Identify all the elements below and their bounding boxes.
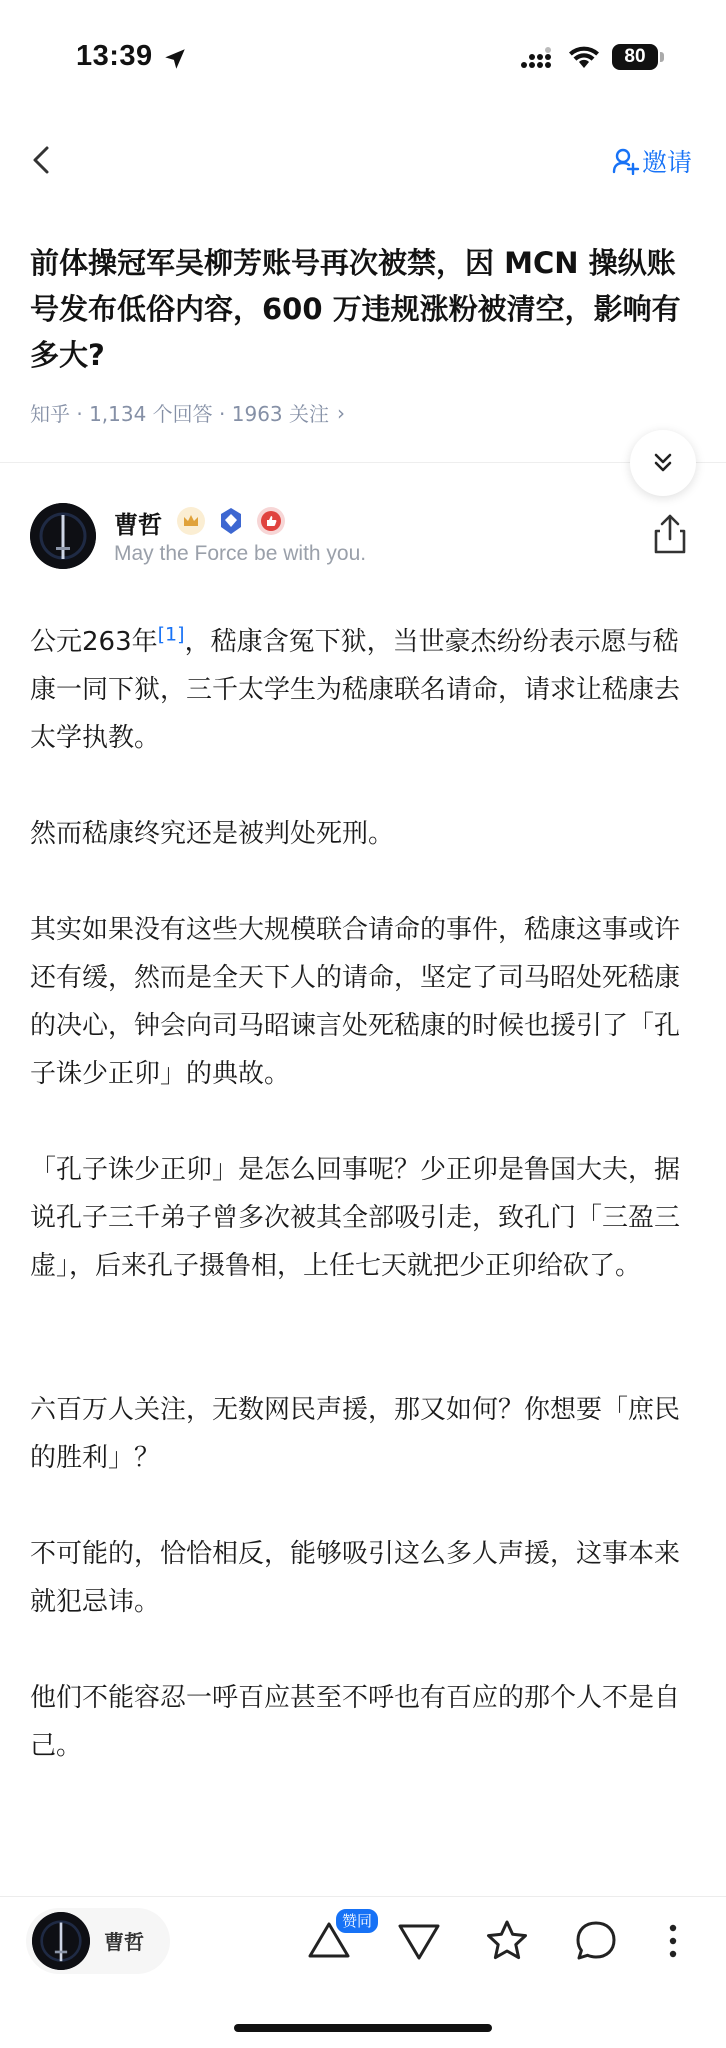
question-meta[interactable]: [30, 398, 345, 427]
answer-content: [30, 618, 694, 1770]
chevron-right-icon: ›: [337, 400, 346, 425]
location-arrow-icon: [162, 46, 188, 72]
question-meta-text: 知乎 · 1,134 个回答 · 1963 关注: [30, 402, 330, 426]
wifi-icon: [568, 44, 600, 70]
crown-badge-icon: [176, 506, 206, 536]
collapse-button[interactable]: [630, 430, 696, 496]
invite-label: 邀请: [642, 148, 693, 177]
invite-button[interactable]: [612, 142, 692, 180]
downvote-button[interactable]: [396, 1918, 442, 1964]
agree-count-badge: 赞同: [334, 1907, 380, 1935]
answer-paragraph: 六百万人关注，无数网民声援，那又如何？你想要「庶民的胜利」？: [30, 1395, 681, 1473]
add-user-icon: [612, 147, 640, 175]
bottom-bar-divider: [0, 1896, 726, 1897]
answer-paragraph: 其实如果没有这些大规模联合请命的事件，嵇康这事或许还有缓，然而是全天下人的请命，坚定了司马昭处死嵇康的决心，钟会向司马昭谏言处死嵇康的时候也援引了「孔子诛少正卯」的典故。: [30, 915, 681, 1089]
answer-paragraph: 不可能的，恰恰相反，能够吸引这么多人声援，这事本来就犯忌讳。: [30, 1539, 681, 1617]
answer-paragraph: [30, 618, 694, 762]
share-button[interactable]: [650, 512, 690, 556]
status-time: 13:39: [76, 40, 153, 72]
double-chevron-down-icon: [650, 450, 676, 476]
battery-cap: [660, 52, 664, 62]
status-bar: [0, 0, 726, 110]
battery-indicator: 80: [612, 44, 658, 70]
answer-paragraph: 然而嵇康终究还是被判处死刑。: [30, 819, 395, 849]
answer-paragraph: 「孔子诛少正卯」是怎么回事呢？少正卯是鲁国大夫，据说孔子三千弟子曾多次被其全部吸引走，致孔门「三盈三虚」，后来孔子摄鲁相，上任七天就把少正卯给砍了。: [30, 1155, 681, 1281]
answer-text: 公元263年: [30, 627, 158, 657]
back-button[interactable]: [22, 140, 62, 180]
reference-link[interactable]: [1]: [157, 623, 185, 646]
comment-button[interactable]: [573, 1918, 619, 1964]
avatar-image: [32, 1912, 90, 1970]
answer-paragraph: 他们不能容忍一呼百应甚至不呼也有百应的那个人不是自己。: [30, 1683, 681, 1761]
bottom-avatar[interactable]: [32, 1912, 90, 1970]
divider: [0, 462, 726, 463]
verified-badge-icon: [216, 506, 246, 536]
answer-text: ，嵇康含冤下狱，当世豪杰纷纷表示愿与嵇康一同下狱，三千太学生为嵇康联名请命，请求让嵇康去太学执教。: [30, 627, 681, 753]
signal-icon: [520, 47, 554, 69]
thumb-badge-icon: [256, 506, 286, 536]
bottom-author-name[interactable]: 曹哲: [104, 1930, 144, 1954]
author-bio: May the Force be with you.: [114, 542, 367, 565]
home-indicator: [234, 2024, 492, 2032]
question-title[interactable]: 前体操冠军吴柳芳账号再次被禁，因 MCN 操纵账号发布低俗内容，600 万违规涨粉被清空，影响有多大?: [30, 246, 681, 372]
avatar[interactable]: [30, 503, 96, 569]
avatar-image: [30, 503, 96, 569]
more-options-button[interactable]: [660, 1918, 686, 1964]
favorite-star-button[interactable]: [484, 1918, 530, 1964]
author-name[interactable]: 曹哲: [114, 511, 162, 539]
